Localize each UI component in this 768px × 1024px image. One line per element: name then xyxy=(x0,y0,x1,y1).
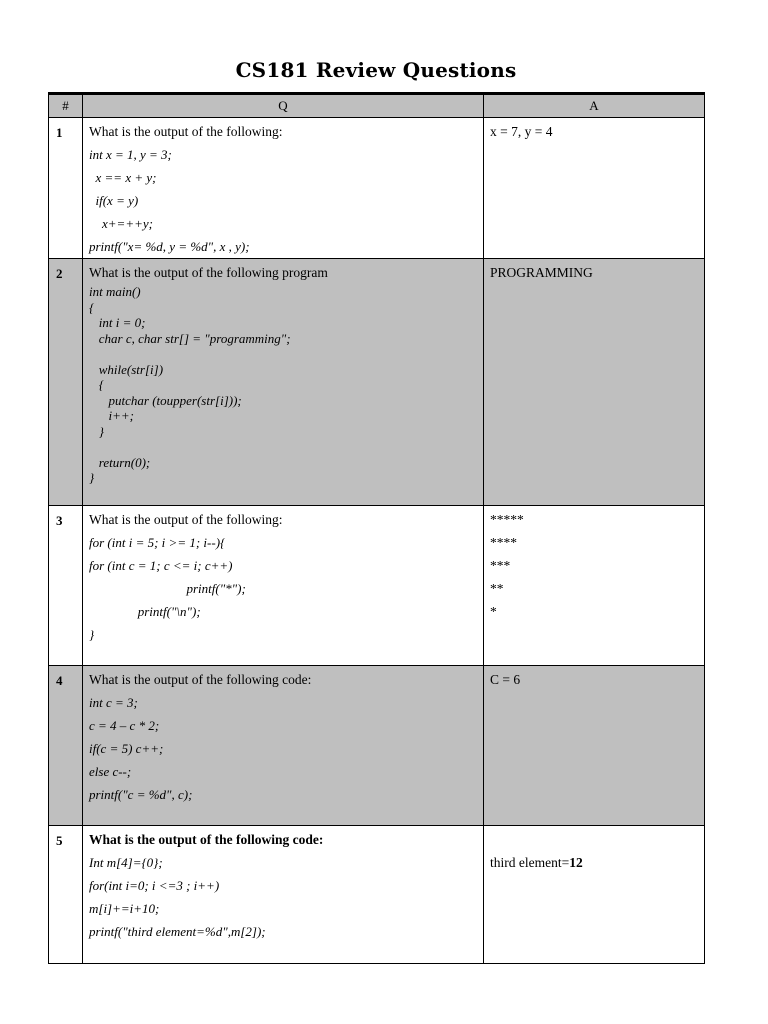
answer-text: PROGRAMMING xyxy=(490,265,593,280)
questions-table xyxy=(48,92,705,964)
question-cell xyxy=(83,826,484,964)
question-prompt: What is the output of the following code: xyxy=(89,672,312,687)
code-line: else c--; xyxy=(89,764,132,779)
code-line: printf("\n"); xyxy=(89,604,201,619)
code-line xyxy=(89,346,477,362)
question-cell xyxy=(83,118,484,259)
code-line: i++; xyxy=(89,408,134,423)
table-row xyxy=(49,118,705,259)
code-line: if(x = y) xyxy=(89,193,139,208)
code-line: printf("x= %d, y = %d", x , y); xyxy=(89,239,250,254)
code-line: for (int c = 1; c <= i; c++) xyxy=(89,558,233,573)
question-cell xyxy=(83,666,484,826)
table-row xyxy=(49,259,705,506)
header-answer: A xyxy=(484,94,705,118)
code-line: int x = 1, y = 3; xyxy=(89,147,172,162)
table-row xyxy=(49,826,705,964)
code-line: printf("c = %d", c); xyxy=(89,787,193,802)
code-line: { xyxy=(89,299,95,315)
code-line: m[i]+=i+10; xyxy=(89,901,160,916)
code-line: printf("*"); xyxy=(89,581,246,596)
answer-cell xyxy=(484,259,705,506)
code-line: } xyxy=(89,470,95,485)
question-cell xyxy=(83,259,484,506)
row-number: 4 xyxy=(49,666,83,826)
row-number: 5 xyxy=(49,826,83,964)
answer-cell xyxy=(484,118,705,259)
answer-text: * xyxy=(490,604,497,619)
code-line: printf("third element=%d",m[2]); xyxy=(89,924,266,939)
code-line: for (int i = 5; i >= 1; i--){ xyxy=(89,535,226,550)
answer-text: **** xyxy=(490,535,517,550)
answer-text: ***** xyxy=(490,512,524,527)
row-number: 1 xyxy=(49,118,83,259)
row-number: 3 xyxy=(49,506,83,666)
answer-text xyxy=(490,851,698,874)
code-line: { xyxy=(89,377,104,392)
code-line: return(0); xyxy=(89,454,151,470)
code-line: x+=++y; xyxy=(89,216,153,231)
code-line: } xyxy=(89,423,104,439)
code-line: int i = 0; xyxy=(89,315,146,330)
code-line: if(c = 5) c++; xyxy=(89,741,164,756)
question-prompt: What is the output of the following: xyxy=(89,124,283,139)
answer-text: C = 6 xyxy=(490,672,521,687)
answer-label: third element= xyxy=(490,855,570,870)
code-line: c = 4 – c * 2; xyxy=(89,718,160,733)
page-title: CS181 Review Questions xyxy=(235,58,517,82)
code-line: while(str[i]) xyxy=(89,361,164,377)
answer-cell xyxy=(484,506,705,666)
code-line: int c = 3; xyxy=(89,695,138,710)
table-row xyxy=(49,506,705,666)
question-prompt: What is the output of the following code: xyxy=(89,832,324,847)
answer-text: x = 7, y = 4 xyxy=(490,124,553,139)
question-cell xyxy=(83,506,484,666)
code-line: x == x + y; xyxy=(89,170,157,185)
header-num: # xyxy=(49,94,83,118)
code-line: } xyxy=(89,627,95,642)
table-header-row xyxy=(49,94,705,118)
code-line: Int m[4]={0}; xyxy=(89,855,163,870)
code-line xyxy=(89,439,477,455)
answer-text: *** xyxy=(490,558,511,573)
code-line: for(int i=0; i <=3 ; i++) xyxy=(89,878,220,893)
question-prompt: What is the output of the following program xyxy=(89,265,328,280)
answer-text: ** xyxy=(490,581,504,596)
question-prompt: What is the output of the following: xyxy=(89,512,283,527)
code-line: putchar (toupper(str[i])); xyxy=(89,392,242,408)
answer-cell xyxy=(484,826,705,964)
header-question: Q xyxy=(83,94,484,118)
code-line: int main() xyxy=(89,284,141,299)
answer-value: 12 xyxy=(569,855,583,870)
answer-cell xyxy=(484,666,705,826)
code-line: char c, char str[] = "programming"; xyxy=(89,330,291,346)
table-row xyxy=(49,666,705,826)
row-number: 2 xyxy=(49,259,83,506)
